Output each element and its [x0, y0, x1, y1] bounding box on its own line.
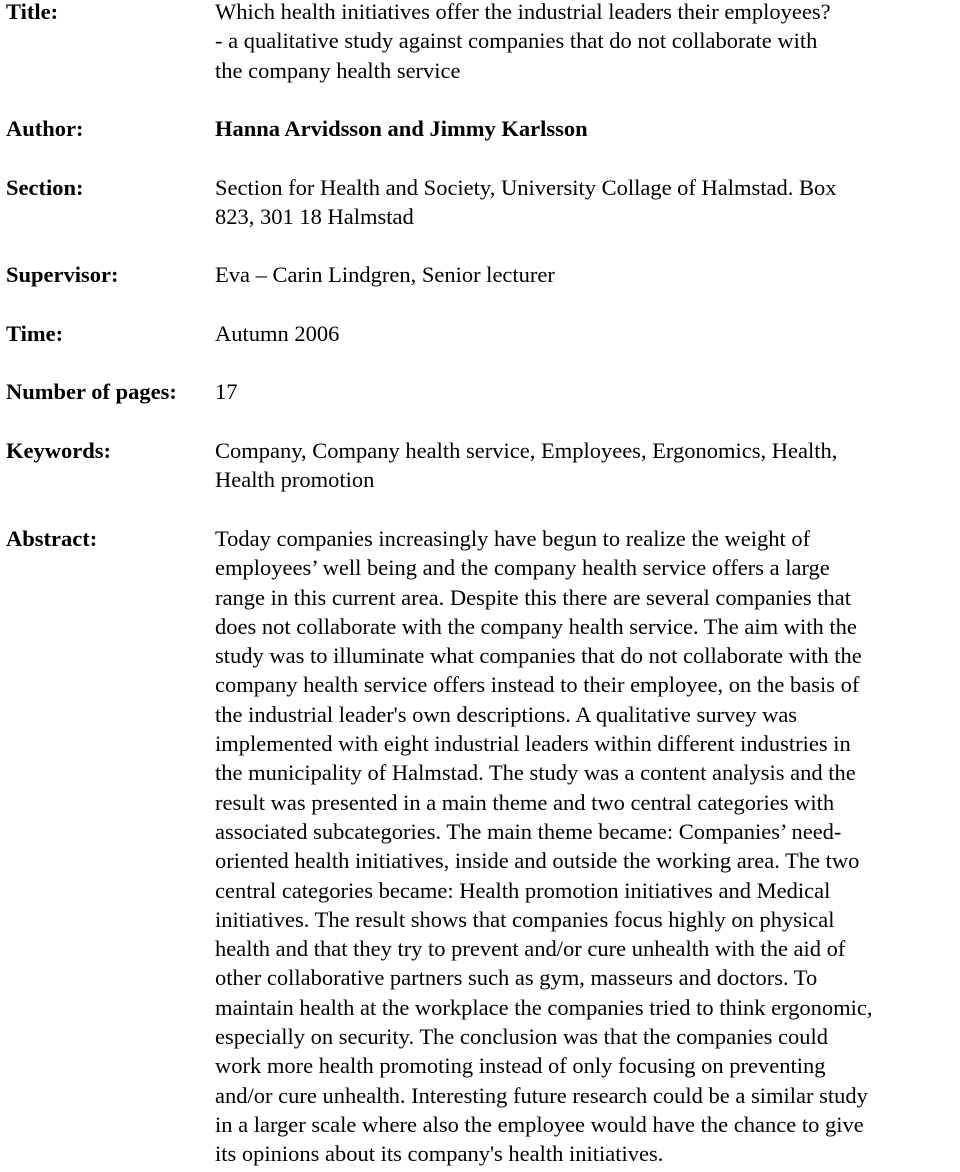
- abstract-line: employees’ well being and the company health service offers a large: [215, 555, 830, 581]
- abstract-line: other collaborative partners such as gym, masseurs and doctors. To: [215, 965, 818, 991]
- abstract-line: company health service offers instead to their employee, on the basis of: [215, 672, 860, 698]
- section-line-1: Section for Health and Society, University Collage of Halmstad. Box: [215, 175, 837, 200]
- abstract-line: central categories became: Health promotion initiatives and Medical: [215, 877, 831, 903]
- abstract-line: associated subcategories. The main theme became: Companies’ need-: [215, 818, 842, 844]
- section-value: [215, 173, 957, 232]
- abstract-line: initiatives. The result shows that companies focus highly on physical: [215, 906, 835, 932]
- abstract-line: its opinions about its company's health initiatives.: [215, 1141, 664, 1167]
- abstract-line: study was to illuminate what companies that do not collaborate with the: [215, 643, 862, 669]
- time-label: Time:: [6, 321, 64, 346]
- abstract-line: and/or cure unhealth. Interesting future research could be a similar study: [215, 1082, 868, 1108]
- abstract-line: in a larger scale where also the employee would have the chance to give: [215, 1111, 864, 1137]
- pages-value: 17: [215, 379, 238, 404]
- abstract-line: maintain health at the workplace the companies tried to think ergonomic,: [215, 994, 873, 1020]
- abstract-line: health and that they try to prevent and/or cure unhealth with the aid of: [215, 936, 846, 962]
- section-label: Section:: [6, 175, 84, 200]
- abstract-line: the municipality of Halmstad. The study was a content analysis and the: [215, 760, 856, 786]
- abstract-line: range in this current area. Despite this there are several companies that: [215, 584, 851, 610]
- author-label: Author:: [6, 116, 84, 141]
- abstract-line: oriented health initiatives, inside and outside the working area. The two: [215, 848, 860, 874]
- abstract-body: [215, 524, 957, 1169]
- title-line-3: the company health service: [215, 57, 461, 83]
- supervisor-value: Eva – Carin Lindgren, Senior lecturer: [215, 262, 555, 287]
- abstract-line: the industrial leader's own descriptions. A qualitative survey was: [215, 701, 798, 727]
- section-line-2: 823, 301 18 Halmstad: [215, 204, 414, 230]
- title-line-1: Which health initiatives offer the industrial leaders their employees?: [215, 0, 831, 24]
- abstract-line: does not collaborate with the company health service. The aim with the: [215, 613, 857, 639]
- pages-label: Number of pages:: [6, 379, 177, 404]
- title-value: [215, 0, 957, 85]
- author-value: Hanna Arvidsson and Jimmy Karlsson: [215, 116, 588, 141]
- keywords-label: Keywords:: [6, 438, 111, 463]
- title-line-2: - a qualitative study against companies that do not collaborate with: [215, 28, 818, 54]
- keywords-line-1: Company, Company health service, Employees, Ergonomics, Health,: [215, 438, 838, 463]
- abstract-line: Today companies increasingly have begun to realize the weight of: [215, 526, 811, 551]
- abstract-line: work more health promoting instead of only focusing on preventing: [215, 1053, 826, 1079]
- abstract-line: implemented with eight industrial leaders within different industries in: [215, 731, 851, 757]
- keywords-value: [215, 436, 957, 495]
- time-value: Autumn 2006: [215, 321, 340, 346]
- abstract-label: Abstract:: [6, 526, 98, 551]
- supervisor-label: Supervisor:: [6, 262, 119, 287]
- keywords-line-2: Health promotion: [215, 467, 375, 493]
- abstract-line: result was presented in a main theme and two central categories with: [215, 789, 835, 815]
- title-label: Title:: [6, 0, 59, 24]
- abstract-line: especially on security. The conclusion was that the companies could: [215, 1024, 828, 1050]
